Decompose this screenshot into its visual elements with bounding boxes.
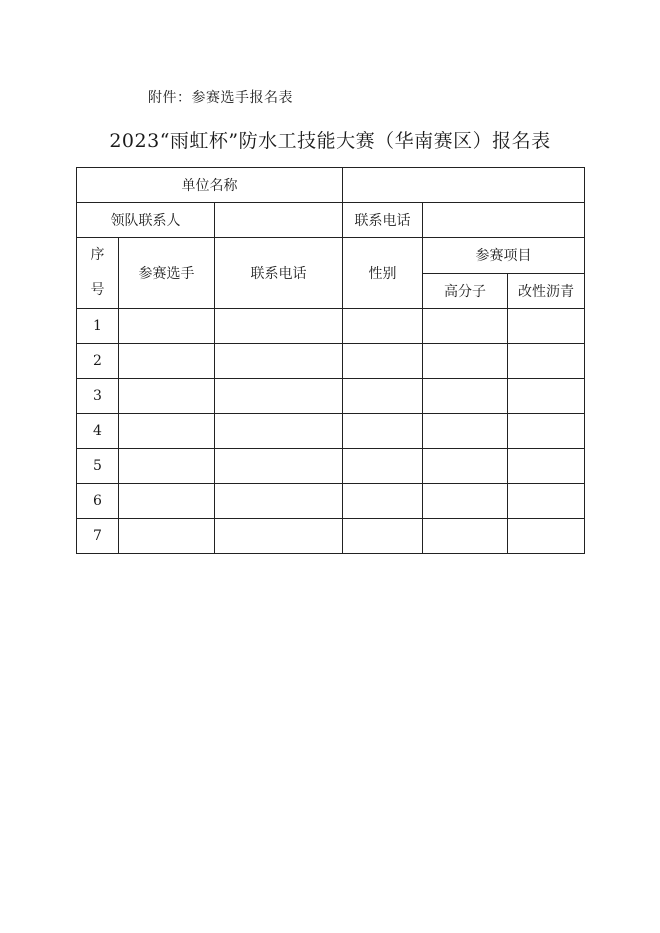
row-number: 3 xyxy=(77,379,119,414)
row-number: 2 xyxy=(77,344,119,379)
seq-char-2: 号 xyxy=(90,282,105,298)
table-row xyxy=(77,519,585,554)
unit-name-row xyxy=(77,168,585,203)
phone-cell[interactable] xyxy=(215,344,343,379)
row-number: 6 xyxy=(77,484,119,519)
contestant-cell[interactable] xyxy=(119,414,215,449)
attachment-label: 附件：参赛选手报名表 xyxy=(148,90,293,106)
phone-cell[interactable] xyxy=(215,449,343,484)
contestant-cell[interactable] xyxy=(119,449,215,484)
phone-cell[interactable] xyxy=(215,519,343,554)
unit-name-label: 单位名称 xyxy=(77,168,343,203)
contestant-header: 参赛选手 xyxy=(119,238,215,309)
contestant-cell[interactable] xyxy=(119,519,215,554)
asphalt-cell[interactable] xyxy=(508,449,585,484)
header-row-1 xyxy=(77,238,585,274)
row-number: 5 xyxy=(77,449,119,484)
table-row xyxy=(77,484,585,519)
table-row xyxy=(77,379,585,414)
polymer-cell[interactable] xyxy=(423,379,508,414)
asphalt-cell[interactable] xyxy=(508,344,585,379)
row-number: 1 xyxy=(77,309,119,344)
asphalt-cell[interactable] xyxy=(508,379,585,414)
contestant-cell[interactable] xyxy=(119,379,215,414)
seq-header xyxy=(77,238,119,309)
unit-name-value[interactable] xyxy=(343,168,585,203)
gender-header: 性别 xyxy=(343,238,423,309)
event-polymer-header: 高分子 xyxy=(423,273,508,309)
gender-cell[interactable] xyxy=(343,484,423,519)
gender-cell[interactable] xyxy=(343,344,423,379)
phone-header: 联系电话 xyxy=(215,238,343,309)
leader-phone-value[interactable] xyxy=(423,203,585,238)
table-row xyxy=(77,309,585,344)
asphalt-cell[interactable] xyxy=(508,519,585,554)
polymer-cell[interactable] xyxy=(423,344,508,379)
polymer-cell[interactable] xyxy=(423,309,508,344)
table-row xyxy=(77,414,585,449)
gender-cell[interactable] xyxy=(343,449,423,484)
gender-cell[interactable] xyxy=(343,519,423,554)
row-number: 4 xyxy=(77,414,119,449)
leader-value[interactable] xyxy=(215,203,343,238)
leader-phone-label: 联系电话 xyxy=(343,203,423,238)
table-row xyxy=(77,344,585,379)
asphalt-cell[interactable] xyxy=(508,414,585,449)
polymer-cell[interactable] xyxy=(423,449,508,484)
page-title: 2023“雨虹杯”防水工技能大赛（华南赛区）报名表 xyxy=(109,130,551,152)
seq-char-1: 序 xyxy=(90,247,105,263)
phone-cell[interactable] xyxy=(215,379,343,414)
registration-table xyxy=(76,167,585,554)
phone-cell[interactable] xyxy=(215,484,343,519)
gender-cell[interactable] xyxy=(343,379,423,414)
contestant-cell[interactable] xyxy=(119,309,215,344)
row-number: 7 xyxy=(77,519,119,554)
polymer-cell[interactable] xyxy=(423,414,508,449)
gender-cell[interactable] xyxy=(343,414,423,449)
contestant-cell[interactable] xyxy=(119,484,215,519)
leader-label: 领队联系人 xyxy=(77,203,215,238)
phone-cell[interactable] xyxy=(215,309,343,344)
gender-cell[interactable] xyxy=(343,309,423,344)
contestant-cell[interactable] xyxy=(119,344,215,379)
polymer-cell[interactable] xyxy=(423,484,508,519)
asphalt-cell[interactable] xyxy=(508,484,585,519)
leader-row xyxy=(77,203,585,238)
phone-cell[interactable] xyxy=(215,414,343,449)
event-asphalt-header: 改性沥青 xyxy=(508,273,585,309)
asphalt-cell[interactable] xyxy=(508,309,585,344)
polymer-cell[interactable] xyxy=(423,519,508,554)
events-header: 参赛项目 xyxy=(423,238,585,274)
table-row xyxy=(77,449,585,484)
